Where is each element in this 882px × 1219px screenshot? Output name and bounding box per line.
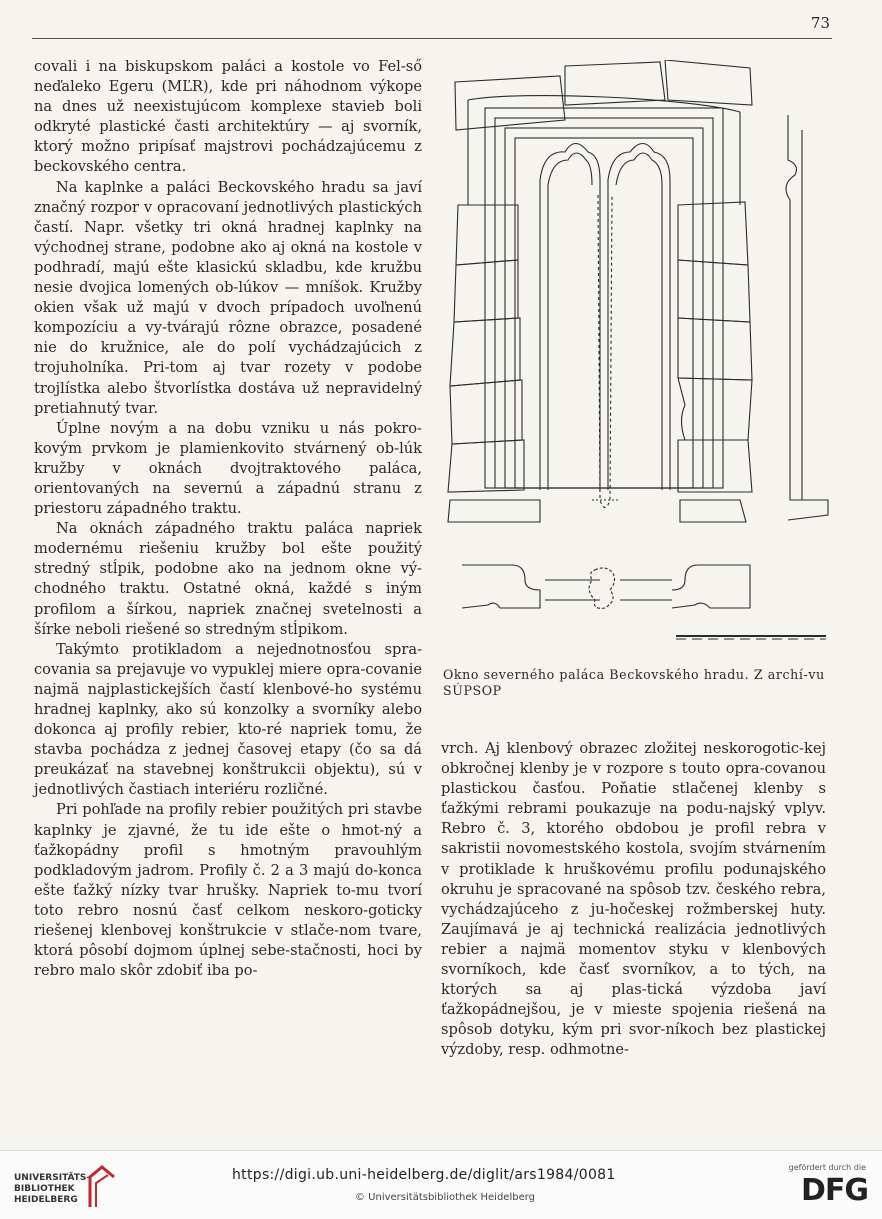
- permalink-url[interactable]: https://digi.ub.uni-heidelberg.de/diglit/ars1984/0081: [232, 1167, 616, 1183]
- paragraph: vrch. Aj klenbový obrazec zložitej neskorogotic-kej obkročnej klenby je v rozpore s touto opra-covanou plastickou časťou. Poňatie stlačenej klenby s ťažkými rebrami poukazuje na podu-najský vplyv. Rebro č. 3, ktorého obdobou je profil rebra v sakristii novomestského kostola, svojím stvárnením v protiklade k hruškovému profilu podunajského okruhu je spracované na spôsob tzv. českého rebra, vychádzajúceho z ju-hočeskej rožmberskej huty. Zaujímavá je aj technická realizácia jednotlivých rebier a najmä momentov styku v klenbových svorníkoch, kde časť svorníkov, a to tých, na ktorých sa aj plas-tická výzdoba javí ťažkopádnejšou, je v mieste spojenia riešená na spôsob dotyku, kým pri svor-níkoch bez plastickej výzdoby, resp. odhmotne-: [441, 740, 826, 1059]
- library-logo[interactable]: [14, 1173, 90, 1206]
- funder-label: gefördert durch die: [788, 1163, 866, 1172]
- dfg-logo[interactable]: DFG: [800, 1173, 868, 1208]
- window-drawing-figure: [440, 60, 832, 660]
- paragraph: Takýmto protikladom a nejednotnosťou spra-covania sa prejavuje vo vypuklej miere opra-covanie najmä najplastickejších častí klenbové-ho systému hradnej kaplnky, ako sú konzolky a svorníky alebo dokonca aj profily rebier, kto-ré napriek tomu, že stavba pochádza z jednej časovej etapy (čo sa dá preukázať na stavebnej konštrukcii objektu), sú v jednotlivých častiach interiéru rozličné.: [34, 640, 422, 799]
- paragraph: covali i na biskupskom paláci a kostole vo Fel-ső neďaleko Egeru (MĽR), kde pri náhodnom výkope na dnes už neexistujúcom komplexe stavieb boli odkryté plastické časti architektúry — aj svorník, ktorý možno pripísať majstrovi pochádzajúcemu z beckovského centra.: [34, 58, 422, 176]
- left-text-column: [34, 57, 422, 981]
- page-number: 73: [810, 14, 830, 32]
- library-name-line: HEIDELBERG: [14, 1195, 78, 1205]
- paragraph: Na kaplnke a paláci Beckovského hradu sa javí značný rozpor v opracovaní jednotlivých plastických častí. Napr. všetky tri okná hradnej kaplnky na východnej strane, podobne ako aj okná na kostole v podhradí, majú ešte klasickú skladbu, kde kružbu nesie dvojica lomených ob-lúkov — mníšok. Kružby okien však už majú v dvoch prípadoch uvoľnenú kompozíciu a vy-tvárajú rôzne obrazce, posadené nie do kružnice, ale do polí vychádzajúcich z trojuholníka. Pri-tom aj tvar rozety v podobe trojlístka alebo štvorlístka dostáva už nepravidelný pretiahnutý tvar.: [34, 178, 422, 417]
- paragraph: Úplne novým a na dobu vzniku u nás pokro-kovým prvkom je plamienkovito stvárnený ob-lúk kružby v oknách dvojtraktového paláca, orientovaných na severnú a západnú stranu z priestoru západného traktu.: [34, 419, 422, 518]
- window-elevation-drawing: [440, 60, 832, 660]
- right-text-column: [441, 739, 826, 1061]
- library-name-line: UNIVERSITÄTS-: [14, 1173, 91, 1183]
- paragraph: Na oknách západného traktu paláca napriek modernému riešeniu kružby bol ešte použitý stredný stĺpik, podobne ako na jednom okne vý-chodného traktu. Ostatné okná, každé s iným profilom a šírkou, napriek značnej svetelnosti a šírke neboli riešené so stredným stĺpikom.: [34, 520, 422, 638]
- paragraph: Pri pohľade na profily rebier použitých pri stavbe kaplnky je zjavné, že tu ide ešte o hmot-ný a ťažkopádny profil s hmotným pravouhlým podkladovým jadrom. Profily č. 2 a 3 majú do-konca ešte ťažký nízky tvar hrušky. Napriek to-mu tvorí toto rebro nosnú časť celkom neskoro-goticky riešenej klenbovej konštrukcie v stlače-nom tvare, ktorá pôsobí dojmom úplnej sebe-stačnosti, hoci by rebro malo skôr zdobiť iba po-: [34, 801, 422, 980]
- header-rule: [32, 38, 832, 39]
- footer-bar: [0, 1150, 882, 1219]
- library-name-line: BIBLIOTHEK: [14, 1184, 75, 1194]
- library-emblem-icon: [86, 1163, 120, 1209]
- figure-caption: Okno severného paláca Beckovského hradu. Z archí-vu SÚPSOP: [443, 667, 825, 698]
- copyright-notice: © Universitätsbibliothek Heidelberg: [355, 1192, 536, 1203]
